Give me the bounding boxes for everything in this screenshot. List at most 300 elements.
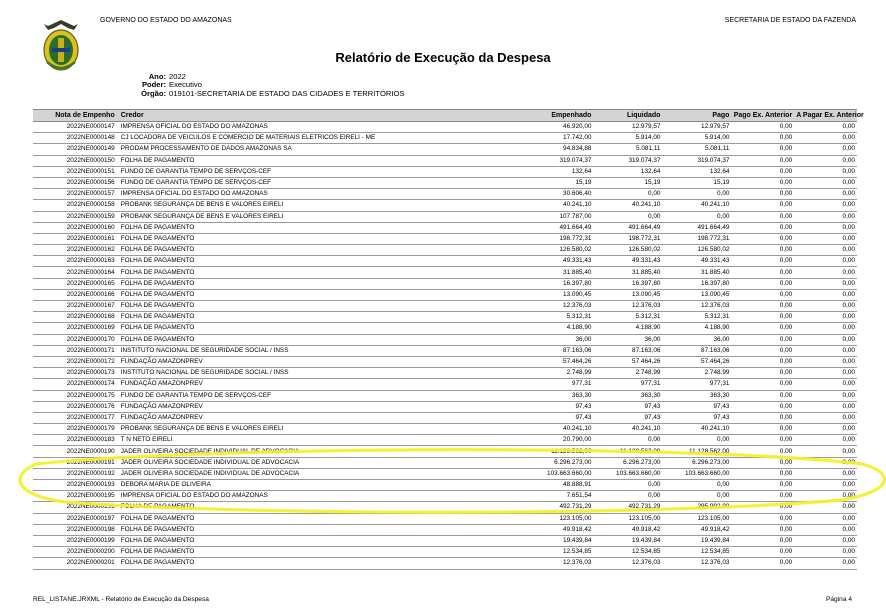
col-liquidado-cell: 6.296.273,00 xyxy=(593,457,662,468)
table-row xyxy=(33,177,857,188)
col-liquidado-cell: 40.241,10 xyxy=(593,200,662,211)
table-row xyxy=(33,133,857,144)
col-a-pagar-ex-anterior-cell: 0,00 xyxy=(794,200,857,211)
col-a-pagar-ex-anterior-cell: 0,00 xyxy=(794,323,857,334)
col-pago-ex-anterior-cell: 0,00 xyxy=(731,177,794,188)
col-pago-cell: 0,00 xyxy=(662,435,731,446)
col-empenhado-cell: 16.397,80 xyxy=(524,278,593,289)
table-row xyxy=(33,301,857,312)
col-liquidado-cell: 12.376,03 xyxy=(593,558,662,569)
col-pago-ex-anterior-cell: 0,00 xyxy=(731,166,794,177)
col-pago-cell: 87.163,06 xyxy=(662,345,731,356)
col-liquidado-cell: 13.090,45 xyxy=(593,289,662,300)
col-pago-ex-anterior-cell: 0,00 xyxy=(731,502,794,513)
col-liquidado-cell: 132,64 xyxy=(593,166,662,177)
col-empenhado-cell: 40.241,10 xyxy=(524,424,593,435)
col-nota-empenho-cell: 2022NE0000179 xyxy=(33,424,119,435)
col-a-pagar-ex-anterior-cell: 0,00 xyxy=(794,334,857,345)
col-nota-empenho-cell: 2022NE0000196 xyxy=(33,502,119,513)
table-row xyxy=(33,368,857,379)
col-credor-cell: INSTITUTO NACIONAL DE SEGURIDADE SOCIAL / INSS xyxy=(119,368,525,379)
col-pago-ex-anterior-cell: 0,00 xyxy=(731,356,794,367)
col-a-pagar-ex-anterior-cell: 0,00 xyxy=(794,491,857,502)
col-pago-ex-anterior-cell: 0,00 xyxy=(731,345,794,356)
col-pago-cell: 0,00 xyxy=(662,189,731,200)
col-liquidado-cell: 12.376,03 xyxy=(593,301,662,312)
col-pago-cell: 40.241,10 xyxy=(662,424,731,435)
col-empenhado-cell: 363,30 xyxy=(524,390,593,401)
col-empenhado-cell: 36,00 xyxy=(524,334,593,345)
table-row xyxy=(33,446,857,457)
col-credor-cell: FOLHA DE PAGAMENTO xyxy=(119,289,525,300)
col-liquidado-cell: 4.188,90 xyxy=(593,323,662,334)
col-nota-empenho-cell: 2022NE0000176 xyxy=(33,401,119,412)
col-pago-cell: 0,00 xyxy=(662,480,731,491)
report-meta xyxy=(118,73,404,98)
col-empenhado-cell: 30.606,40 xyxy=(524,189,593,200)
table-row xyxy=(33,334,857,345)
col-nota-empenho-cell: 2022NE0000162 xyxy=(33,245,119,256)
col-a-pagar-ex-anterior-cell: 0,00 xyxy=(794,424,857,435)
table-row xyxy=(33,379,857,390)
table-row xyxy=(33,412,857,423)
col-pago-cell: 5.914,00 xyxy=(662,133,731,144)
col-pago-ex-anterior-cell: 0,00 xyxy=(731,245,794,256)
col-credor-cell: FOLHA DE PAGAMENTO xyxy=(119,524,525,535)
col-a-pagar-ex-anterior-cell: 0,00 xyxy=(794,480,857,491)
col-credor-cell: FUNDO DE GARANTIA TEMPO DE SERVÇOS-CEF xyxy=(119,166,525,177)
col-pago-cell: 198.772,31 xyxy=(662,233,731,244)
meta-value: Executivo xyxy=(169,80,202,90)
col-pago-cell: 13.090,45 xyxy=(662,289,731,300)
col-empenhado-cell: 97,43 xyxy=(524,412,593,423)
col-credor-cell: FOLHA DE PAGAMENTO xyxy=(119,547,525,558)
col-nota-empenho-cell: 2022NE0000191 xyxy=(33,457,119,468)
col-empenhado-cell: 7.651,54 xyxy=(524,491,593,502)
col-a-pagar-ex-anterior-header: A Pagar Ex. Anterior xyxy=(794,110,857,122)
col-empenhado-cell: 6.296.273,00 xyxy=(524,457,593,468)
footer-page-number: Página 4 xyxy=(825,596,852,603)
col-nota-empenho-cell: 2022NE0000163 xyxy=(33,256,119,267)
table-row xyxy=(33,200,857,211)
header-left-text: GOVERNO DO ESTADO DO AMAZONAS xyxy=(100,17,232,24)
col-empenhado-cell: 57.464,26 xyxy=(524,356,593,367)
col-liquidado-cell: 103.663.660,00 xyxy=(593,468,662,479)
col-pago-ex-anterior-cell: 0,00 xyxy=(731,189,794,200)
col-pago-cell: 49.918,42 xyxy=(662,524,731,535)
col-liquidado-cell: 11.128.562,00 xyxy=(593,446,662,457)
footer-left-text: REL_LISTANE.JRXML - Relatório de Execução da Despesa xyxy=(33,596,209,603)
col-liquidado-cell: 363,30 xyxy=(593,390,662,401)
col-empenhado-cell: 12.376,03 xyxy=(524,558,593,569)
col-empenhado-cell: 31.885,40 xyxy=(524,267,593,278)
col-nota-empenho-cell: 2022NE0000190 xyxy=(33,446,119,457)
col-empenhado-cell: 132,64 xyxy=(524,166,593,177)
col-pago-ex-anterior-cell: 0,00 xyxy=(731,133,794,144)
col-empenhado-cell: 123.105,00 xyxy=(524,513,593,524)
col-nota-empenho-cell: 2022NE0000160 xyxy=(33,222,119,233)
col-nota-empenho-cell: 2022NE0000201 xyxy=(33,558,119,569)
col-credor-cell: FOLHA DE PAGAMENTO xyxy=(119,301,525,312)
col-pago-cell: 31.885,40 xyxy=(662,267,731,278)
col-credor-cell: IMPRENSA OFICIAL DO ESTADO DO AMAZONAS xyxy=(119,189,525,200)
col-liquidado-cell: 198.772,31 xyxy=(593,233,662,244)
col-empenhado-cell: 87.163,06 xyxy=(524,345,593,356)
col-pago-ex-anterior-cell: 0,00 xyxy=(731,289,794,300)
table-row xyxy=(33,356,857,367)
report-title: Relatório de Execução da Despesa xyxy=(335,50,551,65)
col-empenhado-cell: 49.918,42 xyxy=(524,524,593,535)
col-liquidado-cell: 2.748,99 xyxy=(593,368,662,379)
table-row xyxy=(33,435,857,446)
col-pago-ex-anterior-cell: 0,00 xyxy=(731,211,794,222)
col-pago-ex-anterior-cell: 0,00 xyxy=(731,200,794,211)
col-nota-empenho-cell: 2022NE0000199 xyxy=(33,535,119,546)
col-pago-cell: 123.105,00 xyxy=(662,513,731,524)
crest-icon xyxy=(38,18,84,76)
col-credor-cell: FOLHA DE PAGAMENTO xyxy=(119,312,525,323)
col-pago-ex-anterior-cell: 0,00 xyxy=(731,491,794,502)
col-liquidado-cell: 491.664,49 xyxy=(593,222,662,233)
col-liquidado-cell: 49.331,43 xyxy=(593,256,662,267)
col-a-pagar-ex-anterior-cell: 0,00 xyxy=(794,278,857,289)
col-a-pagar-ex-anterior-cell: 0,00 xyxy=(794,457,857,468)
col-credor-cell: JADER OLIVEIRA SOCIEDADE INDIVIDUAL DE ADVOCACIA xyxy=(119,446,525,457)
col-pago-ex-anterior-cell: 0,00 xyxy=(731,547,794,558)
col-nota-empenho-cell: 2022NE0000161 xyxy=(33,233,119,244)
col-nota-empenho-cell: 2022NE0000195 xyxy=(33,491,119,502)
col-pago-cell: 19.439,84 xyxy=(662,535,731,546)
table-row xyxy=(33,513,857,524)
col-a-pagar-ex-anterior-cell: 0,00 xyxy=(794,446,857,457)
col-credor-cell: FUNDO DE GARANTIA TEMPO DE SERVÇOS-CEF xyxy=(119,177,525,188)
col-a-pagar-ex-anterior-cell: 0,00 xyxy=(794,155,857,166)
col-pago-ex-anterior-cell: 0,00 xyxy=(731,435,794,446)
col-a-pagar-ex-anterior-cell: 0,00 xyxy=(794,289,857,300)
col-pago-ex-anterior-cell: 0,00 xyxy=(731,390,794,401)
col-pago-cell: 36,00 xyxy=(662,334,731,345)
col-nota-empenho-cell: 2022NE0000164 xyxy=(33,267,119,278)
col-empenhado-cell: 20.790,00 xyxy=(524,435,593,446)
table-row xyxy=(33,289,857,300)
col-credor-cell: FOLHA DE PAGAMENTO xyxy=(119,256,525,267)
table-row xyxy=(33,155,857,166)
table-row xyxy=(33,267,857,278)
col-pago-ex-anterior-cell: 0,00 xyxy=(731,301,794,312)
col-credor-cell: FOLHA DE PAGAMENTO xyxy=(119,245,525,256)
col-credor-cell: T N NETO EIRELI xyxy=(119,435,525,446)
col-a-pagar-ex-anterior-cell: 0,00 xyxy=(794,144,857,155)
col-pago-ex-anterior-cell: 0,00 xyxy=(731,256,794,267)
meta-value: 2022 xyxy=(169,72,186,81)
col-a-pagar-ex-anterior-cell: 0,00 xyxy=(794,535,857,546)
col-pago-ex-anterior-cell: 0,00 xyxy=(731,323,794,334)
col-pago-cell: 2.748,99 xyxy=(662,368,731,379)
table-row xyxy=(33,502,857,513)
col-pago-cell: 977,31 xyxy=(662,379,731,390)
col-nota-empenho-cell: 2022NE0000158 xyxy=(33,200,119,211)
col-nota-empenho-cell: 2022NE0000177 xyxy=(33,412,119,423)
col-liquidado-cell: 97,43 xyxy=(593,412,662,423)
col-empenhado-cell: 94.834,88 xyxy=(524,144,593,155)
col-credor-header: Credor xyxy=(119,110,525,122)
col-pago-ex-anterior-cell: 0,00 xyxy=(731,513,794,524)
col-pago-cell: 16.397,80 xyxy=(662,278,731,289)
col-liquidado-cell: 977,31 xyxy=(593,379,662,390)
col-nota-empenho-cell: 2022NE0000192 xyxy=(33,468,119,479)
col-pago-ex-anterior-cell: 0,00 xyxy=(731,155,794,166)
col-pago-ex-anterior-cell: 0,00 xyxy=(731,267,794,278)
col-liquidado-cell: 15,19 xyxy=(593,177,662,188)
col-empenhado-cell: 107.787,00 xyxy=(524,211,593,222)
col-a-pagar-ex-anterior-cell: 0,00 xyxy=(794,301,857,312)
col-pago-cell: 319.074,37 xyxy=(662,155,731,166)
col-nota-empenho-cell: 2022NE0000193 xyxy=(33,480,119,491)
col-credor-cell: INSTITUTO NACIONAL DE SEGURIDADE SOCIAL / INSS xyxy=(119,345,525,356)
table-row xyxy=(33,345,857,356)
meta-label: Poder: xyxy=(141,80,166,90)
col-empenhado-cell: 126.580,02 xyxy=(524,245,593,256)
table-row xyxy=(33,480,857,491)
col-pago-ex-anterior-cell: 0,00 xyxy=(731,480,794,491)
table-row xyxy=(33,547,857,558)
col-nota-empenho-cell: 2022NE0000198 xyxy=(33,524,119,535)
col-a-pagar-ex-anterior-cell: 0,00 xyxy=(794,166,857,177)
col-pago-ex-anterior-cell: 0,00 xyxy=(731,558,794,569)
table-row xyxy=(33,401,857,412)
col-liquidado-cell: 5.081,11 xyxy=(593,144,662,155)
col-a-pagar-ex-anterior-cell: 0,00 xyxy=(794,513,857,524)
col-empenhado-cell: 49.331,43 xyxy=(524,256,593,267)
table-row xyxy=(33,535,857,546)
col-empenhado-cell: 48.888,91 xyxy=(524,480,593,491)
col-pago-cell: 363,30 xyxy=(662,390,731,401)
table-row xyxy=(33,278,857,289)
col-empenhado-cell: 13.090,45 xyxy=(524,289,593,300)
col-nota-empenho-cell: 2022NE0000171 xyxy=(33,345,119,356)
table-row xyxy=(33,211,857,222)
col-credor-cell: IMPRENSA OFICIAL DO ESTADO DO AMAZONAS xyxy=(119,122,525,133)
col-nota-empenho-cell: 2022NE0000159 xyxy=(33,211,119,222)
col-credor-cell: FOLHA DE PAGAMENTO xyxy=(119,222,525,233)
col-pago-cell: 4.188,90 xyxy=(662,323,731,334)
col-empenhado-cell: 319.074,37 xyxy=(524,155,593,166)
col-credor-cell: FOLHA DE PAGAMENTO xyxy=(119,155,525,166)
col-liquidado-cell: 16.397,80 xyxy=(593,278,662,289)
col-empenhado-cell: 19.439,84 xyxy=(524,535,593,546)
col-empenhado-header: Empenhado xyxy=(524,110,593,122)
col-liquidado-cell: 19.439,84 xyxy=(593,535,662,546)
table-row xyxy=(33,233,857,244)
col-credor-cell: FOLHA DE PAGAMENTO xyxy=(119,233,525,244)
col-credor-cell: IMPRENSA OFICIAL DO ESTADO DO AMAZONAS xyxy=(119,491,525,502)
col-credor-cell: FUNDAÇÃO AMAZONPREV xyxy=(119,356,525,367)
col-pago-cell: 132,64 xyxy=(662,166,731,177)
col-nota-empenho-cell: 2022NE0000197 xyxy=(33,513,119,524)
table-row xyxy=(33,457,857,468)
col-liquidado-cell: 0,00 xyxy=(593,211,662,222)
col-pago-ex-anterior-cell: 0,00 xyxy=(731,368,794,379)
table-row xyxy=(33,245,857,256)
col-pago-ex-anterior-cell: 0,00 xyxy=(731,524,794,535)
col-liquidado-cell: 492.731,29 xyxy=(593,502,662,513)
col-empenhado-cell: 17.742,00 xyxy=(524,133,593,144)
col-nota-empenho-cell: 2022NE0000200 xyxy=(33,547,119,558)
col-pago-cell: 12.376,03 xyxy=(662,558,731,569)
col-nota-empenho-cell: 2022NE0000167 xyxy=(33,301,119,312)
col-a-pagar-ex-anterior-cell: 0,00 xyxy=(794,547,857,558)
col-pago-ex-anterior-header: Pago Ex. Anterior xyxy=(731,110,794,122)
col-pago-cell: 57.464,26 xyxy=(662,356,731,367)
col-empenhado-cell: 977,31 xyxy=(524,379,593,390)
col-a-pagar-ex-anterior-cell: 0,00 xyxy=(794,222,857,233)
col-credor-cell: FUNDAÇÃO AMAZONPREV xyxy=(119,412,525,423)
col-a-pagar-ex-anterior-cell: 0,00 xyxy=(794,502,857,513)
col-credor-cell: FOLHA DE PAGAMENTO xyxy=(119,278,525,289)
meta-row xyxy=(118,90,404,98)
col-a-pagar-ex-anterior-cell: 0,00 xyxy=(794,390,857,401)
meta-label: Órgão: xyxy=(141,88,166,98)
col-a-pagar-ex-anterior-cell: 0,00 xyxy=(794,412,857,423)
col-a-pagar-ex-anterior-cell: 0,00 xyxy=(794,122,857,133)
col-pago-ex-anterior-cell: 0,00 xyxy=(731,412,794,423)
col-credor-cell: PROBANK SEGURANÇA DE BENS E VALORES EIRELI xyxy=(119,424,525,435)
col-credor-cell: FOLHA DE PAGAMENTO xyxy=(119,502,525,513)
col-liquidado-cell: 40.241,10 xyxy=(593,424,662,435)
table-header-row xyxy=(33,110,857,122)
col-pago-cell: 491.664,49 xyxy=(662,222,731,233)
col-pago-ex-anterior-cell: 0,00 xyxy=(731,379,794,390)
col-liquidado-cell: 12.534,85 xyxy=(593,547,662,558)
col-credor-cell: PROBANK SEGURANÇA DE BENS E VALORES EIRELI xyxy=(119,200,525,211)
col-pago-cell: 126.580,02 xyxy=(662,245,731,256)
table-row xyxy=(33,222,857,233)
table-row xyxy=(33,122,857,133)
col-a-pagar-ex-anterior-cell: 0,00 xyxy=(794,233,857,244)
col-a-pagar-ex-anterior-cell: 0,00 xyxy=(794,133,857,144)
table-row xyxy=(33,558,857,569)
col-empenhado-cell: 5.312,31 xyxy=(524,312,593,323)
col-empenhado-cell: 492.731,29 xyxy=(524,502,593,513)
meta-value: 019101-SECRETARIA DE ESTADO DAS CIDADES E TERRITÓRIOS xyxy=(169,88,405,98)
col-credor-cell: FOLHA DE PAGAMENTO xyxy=(119,558,525,569)
col-pago-ex-anterior-cell: 0,00 xyxy=(731,278,794,289)
col-pago-ex-anterior-cell: 0,00 xyxy=(731,468,794,479)
col-pago-cell: 12.376,03 xyxy=(662,301,731,312)
col-a-pagar-ex-anterior-cell: 0,00 xyxy=(794,435,857,446)
col-liquidado-cell: 97,43 xyxy=(593,401,662,412)
col-nota-empenho-cell: 2022NE0000174 xyxy=(33,379,119,390)
col-pago-cell: 6.296.273,00 xyxy=(662,457,731,468)
col-a-pagar-ex-anterior-cell: 0,00 xyxy=(794,524,857,535)
col-nota-empenho-cell: 2022NE0000170 xyxy=(33,334,119,345)
col-pago-header: Pago xyxy=(662,110,731,122)
col-credor-cell: FUNDAÇÃO AMAZONPREV xyxy=(119,401,525,412)
col-pago-cell: 5.312,31 xyxy=(662,312,731,323)
col-pago-cell: 15,19 xyxy=(662,177,731,188)
col-pago-cell: 0,00 xyxy=(662,491,731,502)
col-pago-ex-anterior-cell: 0,00 xyxy=(731,233,794,244)
col-nota-empenho-cell: 2022NE0000165 xyxy=(33,278,119,289)
col-empenhado-cell: 103.663.660,00 xyxy=(524,468,593,479)
col-pago-cell: 12.979,57 xyxy=(662,122,731,133)
col-pago-ex-anterior-cell: 0,00 xyxy=(731,222,794,233)
col-credor-cell: JADER OLIVEIRA SOCIEDADE INDIVIDUAL DE ADVOCACIA xyxy=(119,457,525,468)
col-nota-empenho-cell: 2022NE0000175 xyxy=(33,390,119,401)
col-a-pagar-ex-anterior-cell: 0,00 xyxy=(794,245,857,256)
col-credor-cell: FOLHA DE PAGAMENTO xyxy=(119,513,525,524)
col-credor-cell: FUNDAÇÃO AMAZONPREV xyxy=(119,379,525,390)
col-credor-cell: FOLHA DE PAGAMENTO xyxy=(119,267,525,278)
col-credor-cell: JADER OLIVEIRA SOCIEDADE INDIVIDUAL DE ADVOCACIA xyxy=(119,468,525,479)
col-a-pagar-ex-anterior-cell: 0,00 xyxy=(794,345,857,356)
table-row xyxy=(33,390,857,401)
col-credor-cell: FUNDO DE GARANTIA TEMPO DE SERVÇOS-CEF xyxy=(119,390,525,401)
col-nota-empenho-cell: 2022NE0000150 xyxy=(33,155,119,166)
table-row xyxy=(33,166,857,177)
col-credor-cell: FOLHA DE PAGAMENTO xyxy=(119,323,525,334)
col-a-pagar-ex-anterior-cell: 0,00 xyxy=(794,356,857,367)
col-liquidado-cell: 57.464,26 xyxy=(593,356,662,367)
col-a-pagar-ex-anterior-cell: 0,00 xyxy=(794,177,857,188)
col-a-pagar-ex-anterior-cell: 0,00 xyxy=(794,267,857,278)
col-a-pagar-ex-anterior-cell: 0,00 xyxy=(794,256,857,267)
col-empenhado-cell: 15,19 xyxy=(524,177,593,188)
col-pago-cell: 97,43 xyxy=(662,412,731,423)
col-nota-empenho-cell: 2022NE0000173 xyxy=(33,368,119,379)
col-pago-ex-anterior-cell: 0,00 xyxy=(731,401,794,412)
col-nota-empenho-cell: 2022NE0000169 xyxy=(33,323,119,334)
col-liquidado-cell: 5.312,31 xyxy=(593,312,662,323)
col-pago-ex-anterior-cell: 0,00 xyxy=(731,122,794,133)
col-a-pagar-ex-anterior-cell: 0,00 xyxy=(794,189,857,200)
col-a-pagar-ex-anterior-cell: 0,00 xyxy=(794,211,857,222)
table-row xyxy=(33,424,857,435)
col-liquidado-cell: 123.105,00 xyxy=(593,513,662,524)
col-liquidado-cell: 5.914,00 xyxy=(593,133,662,144)
col-credor-cell: FOLHA DE PAGAMENTO xyxy=(119,334,525,345)
col-liquidado-header: Liquidado xyxy=(593,110,662,122)
col-nota-empenho-cell: 2022NE0000149 xyxy=(33,144,119,155)
col-empenhado-cell: 491.664,49 xyxy=(524,222,593,233)
col-liquidado-cell: 87.163,06 xyxy=(593,345,662,356)
col-pago-cell: 12.534,85 xyxy=(662,547,731,558)
col-a-pagar-ex-anterior-cell: 0,00 xyxy=(794,558,857,569)
col-pago-cell: 295.992,98 xyxy=(662,502,731,513)
col-liquidado-cell: 49.918,42 xyxy=(593,524,662,535)
table-row xyxy=(33,323,857,334)
col-empenhado-cell: 198.772,31 xyxy=(524,233,593,244)
col-pago-ex-anterior-cell: 0,00 xyxy=(731,535,794,546)
col-credor-cell: FOLHA DE PAGAMENTO xyxy=(119,535,525,546)
col-a-pagar-ex-anterior-cell: 0,00 xyxy=(794,368,857,379)
col-pago-ex-anterior-cell: 0,00 xyxy=(731,457,794,468)
col-pago-cell: 97,43 xyxy=(662,401,731,412)
col-empenhado-cell: 12.534,85 xyxy=(524,547,593,558)
col-nota-empenho-cell: 2022NE0000151 xyxy=(33,166,119,177)
table-row xyxy=(33,189,857,200)
col-nota-empenho-header: Nota de Empenho xyxy=(33,110,119,122)
col-pago-ex-anterior-cell: 0,00 xyxy=(731,312,794,323)
col-pago-cell: 103.663.660,00 xyxy=(662,468,731,479)
col-liquidado-cell: 31.885,40 xyxy=(593,267,662,278)
header-right-text: SECRETARIA DE ESTADO DA FAZENDA xyxy=(724,17,856,24)
col-empenhado-cell: 11.128.562,00 xyxy=(524,446,593,457)
col-nota-empenho-cell: 2022NE0000148 xyxy=(33,133,119,144)
col-credor-cell: PRODAM PROCESSAMENTO DE DADOS AMAZONAS SA xyxy=(119,144,525,155)
col-pago-ex-anterior-cell: 0,00 xyxy=(731,424,794,435)
col-pago-cell: 11.128.562,00 xyxy=(662,446,731,457)
